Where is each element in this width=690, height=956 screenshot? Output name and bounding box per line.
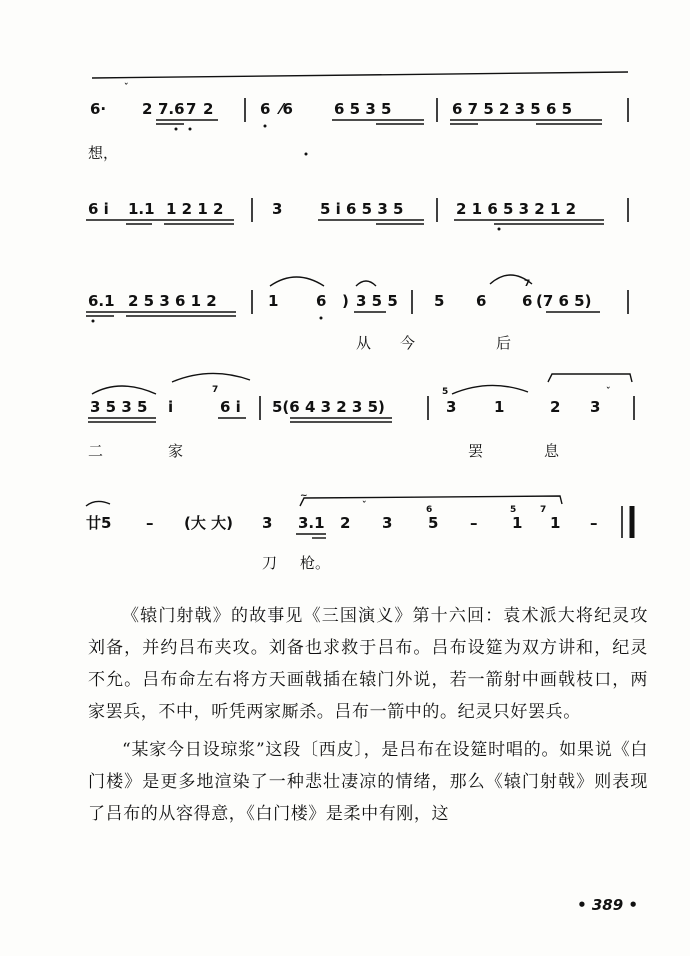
note: 1 [512, 514, 523, 532]
note: i [168, 398, 174, 416]
note: – [590, 514, 598, 532]
note: – [146, 514, 154, 532]
note: 3 [382, 514, 393, 532]
slur [356, 281, 376, 286]
note: 2 [142, 100, 153, 118]
note: 5 [434, 292, 445, 310]
lyric: 枪。 [300, 554, 331, 572]
note: 6 [522, 292, 533, 310]
note: 3 [446, 398, 457, 416]
lyric: 二 [88, 442, 104, 460]
lyric: 今 [400, 334, 416, 352]
grace-note: 5 [510, 505, 517, 515]
ornament: ~ [300, 491, 308, 501]
commentary-text [88, 600, 648, 830]
note: 1 [494, 398, 505, 416]
note: 5 [428, 514, 439, 532]
note: 6 5 3 5 [334, 100, 392, 118]
paragraph: “某家今日设琼浆”这段〔西皮〕，是吕布在设筵时唱的。如果说《白门楼》是更多地渲染了一种悲壮凄凉的情绪，那么《辕门射戟》则表现了吕布的从容得意，《白门楼》是柔中有刚，这 [88, 740, 648, 824]
note: 1.1 [128, 200, 155, 218]
breath-mark: ˇ [124, 83, 129, 93]
paragraph: 《辕门射戟》的故事见《三国演义》第十六回：袁术派大将纪灵攻刘备，并约吕布夹攻。刘备也求救于吕布。吕布设筵为双方讲和，纪灵不允。吕布命左右将方天画戟插在辕门外说，若一箭射中画戟枝口，两家罢兵，不中，听凭两家厮杀。吕布一箭中的。纪灵只好罢兵。 [88, 606, 648, 722]
note: 5 i 6 5 3 5 [320, 200, 404, 218]
grace-note: 7 [540, 505, 547, 515]
note: 6 i [220, 398, 241, 416]
lyric: 刀 [262, 554, 278, 572]
note: 6 [476, 292, 487, 310]
note: 7 [186, 100, 197, 118]
note: 3 5 3 5 [90, 398, 148, 416]
jianpu-score [0, 60, 690, 600]
grace-note: 7 [524, 279, 531, 289]
phrase-slur [92, 72, 628, 78]
slur [92, 386, 156, 394]
note: 2 1 6 5 3 2 1 2 [456, 200, 577, 218]
note: 3 [262, 514, 273, 532]
note: (大 大) [184, 514, 233, 532]
note: 1 [268, 292, 279, 310]
lyric: 息 [544, 442, 560, 460]
note: 2 [550, 398, 561, 416]
note: 3 5 5 [356, 292, 398, 310]
grace-note: 6 [426, 505, 433, 515]
note: 6 i [88, 200, 109, 218]
slur [270, 277, 324, 286]
score-staff [0, 60, 690, 600]
breath-mark: ˇ [606, 387, 611, 397]
grace-note: 5 [442, 387, 449, 397]
score-line-1 [88, 82, 628, 162]
note: 3 [272, 200, 283, 218]
slur [452, 385, 528, 394]
note: 2 [340, 514, 351, 532]
note: 6 [316, 292, 327, 310]
lyric: 家 [168, 442, 184, 460]
lyric: 从 [356, 334, 372, 352]
breath-mark: ˇ [362, 501, 367, 511]
note: 廿5 [86, 514, 112, 532]
note: 6 [260, 100, 271, 118]
score-line-4 [88, 373, 634, 460]
note: 5(6 4 3 2 3 5) [272, 398, 385, 416]
slur [86, 501, 110, 506]
score-line-3 [86, 275, 628, 352]
note: ⁄6 [280, 100, 293, 118]
note: 6· [90, 100, 107, 118]
note: 2 [203, 100, 214, 118]
score-line-5 [86, 491, 632, 572]
note: 7.6 [158, 100, 185, 118]
note: 2 5 3 6 1 2 [128, 292, 217, 310]
grace-note: 7 [212, 385, 219, 395]
note: (7 6 5) [536, 292, 592, 310]
lyric: 罢 [468, 442, 484, 460]
lyric: 后 [496, 334, 512, 352]
note: 3.1 [298, 514, 325, 532]
slur [172, 373, 250, 382]
note: 6.1 [88, 292, 115, 310]
score-line-2 [86, 198, 628, 231]
note: 3 [590, 398, 601, 416]
note: ) [342, 292, 349, 310]
note: 6 7 5 2 3 5 6 5 [452, 100, 573, 118]
lyric: 想， [88, 144, 119, 162]
phrase-slur [548, 374, 632, 382]
note: – [470, 514, 478, 532]
page-number: • 389 • [577, 896, 638, 914]
note: 1 [550, 514, 561, 532]
note: 1 2 1 2 [166, 200, 224, 218]
